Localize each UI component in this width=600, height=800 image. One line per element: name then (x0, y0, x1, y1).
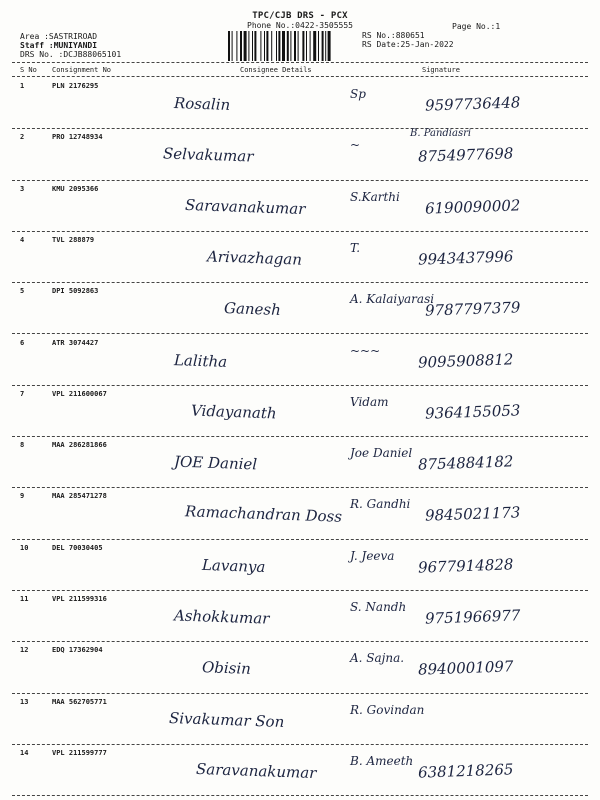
header-divider-bottom (12, 76, 588, 77)
row-signature: J. Jeeva (350, 548, 395, 563)
row-divider (12, 231, 588, 232)
column-header-consignment: Consignment No (52, 66, 112, 74)
row-consignee-name: Arivazhagan (206, 247, 303, 269)
row-signature: B. Ameeth (350, 753, 414, 768)
header-divider-top (12, 62, 588, 63)
row-consignment-number: MAA 286281866 (52, 441, 107, 450)
drs-number: DRS No. :DCJB88065101 (20, 50, 122, 59)
row-consignee-name: Obisin (201, 658, 251, 679)
row-phone-number: 6381218265 (417, 760, 514, 782)
table-row (0, 438, 600, 492)
row-consignment-number: VPL 211600067 (52, 389, 107, 398)
row-signature: S.Karthi (350, 189, 400, 204)
row-divider (12, 539, 588, 540)
row-phone-number: 9943437996 (417, 247, 514, 269)
row-serial-number: 14 (20, 748, 29, 757)
table-row (0, 489, 600, 543)
row-divider (12, 693, 588, 694)
row-divider (12, 436, 588, 437)
row-serial-number: 1 (20, 82, 25, 90)
table-row (0, 79, 600, 133)
row-signature: A. Sajna. (350, 651, 405, 666)
row-divider (12, 487, 588, 488)
row-signature: Joe Daniel (350, 446, 413, 461)
table-row (0, 182, 600, 236)
barcode-image (228, 31, 356, 61)
row-serial-number: 3 (20, 184, 25, 193)
row-divider (12, 385, 588, 386)
row-phone-number: 9845021173 (424, 503, 521, 526)
staff-label: Staff :MUNIYANDI (20, 41, 98, 50)
row-serial-number: 7 (20, 389, 25, 398)
row-divider (12, 795, 588, 796)
row-consignment-number: MAA 562705771 (52, 697, 107, 706)
row-consignment-number: VPL 211599777 (52, 748, 107, 757)
row-serial-number: 9 (20, 492, 25, 501)
row-phone-number: 8940001097 (417, 657, 514, 679)
page-number: Page No.:1 (452, 22, 501, 31)
row-consignee-name: Saravanakumar (195, 759, 317, 782)
row-serial-number: 2 (20, 133, 25, 142)
row-consignee-name: Sivakumar Son (168, 708, 285, 731)
row-phone-number: 9677914828 (417, 555, 514, 577)
row-divider (12, 744, 588, 745)
row-consignment-number: PLN 2176295 (52, 82, 99, 90)
table-row (0, 387, 600, 441)
row-serial-number: 5 (20, 287, 25, 296)
table-row (0, 284, 600, 338)
area-label: Area :SASTRIROAD (20, 32, 98, 41)
row-signature: Sp (350, 87, 366, 101)
row-serial-number: 8 (20, 441, 25, 450)
row-signature: T. (350, 240, 361, 255)
table-row (0, 695, 600, 749)
row-serial-number: 12 (20, 646, 29, 655)
row-consignee-name: Rosalin (173, 94, 231, 114)
row-consignee-name: Ramachandran Doss (184, 502, 343, 527)
row-consignment-number: DPI 5092863 (52, 287, 99, 296)
row-consignment-number: VPL 211599316 (52, 595, 107, 603)
row-consignee-name: Saravanakumar (184, 195, 306, 218)
column-header-consignee-details: Consignee Details (240, 66, 312, 74)
row-consignee-name: Ganesh (223, 299, 281, 320)
row-serial-number: 4 (20, 235, 25, 244)
row-divider (12, 282, 588, 283)
row-signature: S. Nandh (350, 600, 407, 614)
row-phone-number: 8754884182 (417, 452, 514, 474)
table-row (0, 130, 600, 184)
table-row (0, 541, 600, 595)
row-consignment-number: TVL 288879 (52, 235, 95, 244)
row-divider (12, 590, 588, 591)
rs-date: RS Date:25-Jan-2022 (362, 40, 454, 49)
row-divider (12, 641, 588, 642)
row-phone-number: 9095908812 (417, 349, 514, 372)
row-consignment-number: EDQ 17362904 (52, 646, 103, 655)
row-phone-number: 9751966977 (424, 606, 521, 628)
table-row (0, 592, 600, 646)
row-consignee-name: JOE Daniel (173, 452, 258, 474)
row-signature: R. Gandhi (350, 497, 411, 512)
row-serial-number: 6 (20, 338, 25, 347)
row-consignment-number: ATR 3074427 (52, 338, 99, 347)
row-divider (12, 128, 588, 129)
row-signature: A. Kalaiyarasi (350, 292, 435, 307)
row-signature-note: B. Pandiasri (410, 128, 472, 140)
row-consignee-name: Selvakumar (162, 144, 254, 166)
row-signature: R. Govindan (350, 702, 425, 717)
row-phone-number: 8754977698 (417, 144, 514, 166)
table-row (0, 643, 600, 697)
row-consignee-name: Lavanya (201, 555, 266, 576)
table-row (0, 746, 600, 800)
row-serial-number: 13 (20, 697, 29, 706)
row-phone-number: 9597736448 (424, 93, 521, 115)
row-divider (12, 333, 588, 334)
row-signature: ~ (350, 138, 361, 153)
column-header-sno: S No (20, 66, 37, 74)
row-phone-number: 6190090002 (424, 195, 521, 218)
row-divider (12, 180, 588, 181)
column-header-signature: Signature (422, 66, 460, 74)
phone-number: Phone No.:0422-3505555 (247, 21, 353, 30)
row-signature: ~~~ (350, 343, 381, 358)
row-consignment-number: DEL 70030405 (52, 543, 103, 552)
row-signature: Vidam (350, 394, 389, 409)
table-row (0, 233, 600, 287)
row-phone-number: 9364155053 (424, 401, 521, 423)
row-serial-number: 11 (20, 595, 29, 603)
row-consignment-number: MAA 285471278 (52, 492, 107, 501)
row-serial-number: 10 (20, 543, 29, 552)
row-consignee-name: Lalitha (173, 350, 228, 371)
row-consignee-name: Vidayanath (190, 401, 277, 423)
row-consignee-name: Ashokkumar (173, 606, 270, 628)
row-phone-number: 9787797379 (424, 298, 521, 320)
table-row (0, 336, 600, 390)
row-consignment-number: PRO 12748934 (52, 133, 103, 142)
document-title: TPC/CJB DRS - PCX (252, 11, 348, 21)
row-consignment-number: KMU 2095366 (52, 184, 99, 193)
rs-number: RS No.:880651 (362, 31, 425, 40)
